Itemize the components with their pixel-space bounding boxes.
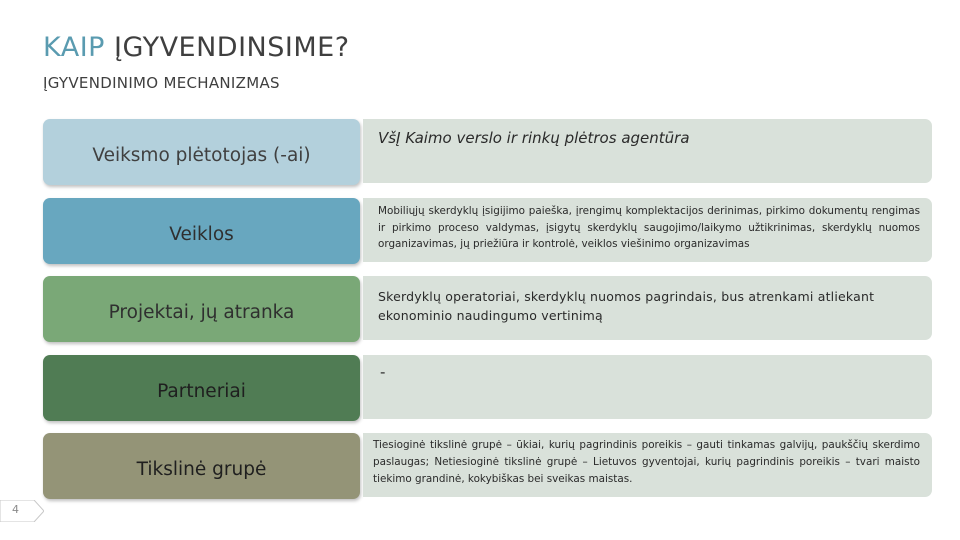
table-row-partners <box>43 355 932 421</box>
slide-title-accent: KAIP <box>43 32 105 63</box>
table-row-actor <box>43 119 932 185</box>
page-number-badge <box>0 500 44 522</box>
row-content-target-group: Tiesioginė tikslinė grupė – ūkiai, kurių pagrindinis poreikis – gauti tinkamas galvijų, paukščių skerdimo paslaugas; Netiesioginė tikslinė grupė – Lietuvos gyventojai, kurių pagrindinis poreikis – tvari maisto tiekimo grandinė, kokybiškas bei sveikas maistas. <box>363 433 932 497</box>
row-content-projects: Skerdyklų operatoriai, skerdyklų nuomos pagrindais, bus atrenkami atliekant ekonominio naudingumo vertinimą <box>363 276 932 340</box>
slide-title-rest: ĮGYVENDINSIME? <box>104 32 350 63</box>
page-number: 4 <box>12 503 19 516</box>
slide-subtitle: ĮGYVENDINIMO MECHANIZMAS <box>43 74 280 92</box>
table-row-target-group <box>43 433 932 499</box>
row-content-actor: VšĮ Kaimo verslo ir rinkų plėtros agentūra <box>363 119 932 183</box>
row-label-target-group: Tikslinė grupė <box>43 433 360 499</box>
row-content-partners: - <box>363 355 932 419</box>
table-row-activities <box>43 198 932 264</box>
row-content-activities: Mobiliųjų skerdyklų įsigijimo paieška, įrengimų komplektacijos derinimas, pirkimo dokumentų rengimas ir pirkimo proceso valdymas, įsigytų skerdyklų saugojimo/laikymo užtikrinimas, skerdyklų nuomos organizavimas, jų priežiūra ir kontrolė, veiklos viešinimo organizavimas <box>363 198 932 262</box>
row-label-actor: Veiksmo plėtotojas (-ai) <box>43 119 360 185</box>
table-row-projects <box>43 276 932 342</box>
row-label-projects: Projektai, jų atranka <box>43 276 360 342</box>
slide-title <box>43 32 350 63</box>
row-label-partners: Partneriai <box>43 355 360 421</box>
row-label-activities: Veiklos <box>43 198 360 264</box>
